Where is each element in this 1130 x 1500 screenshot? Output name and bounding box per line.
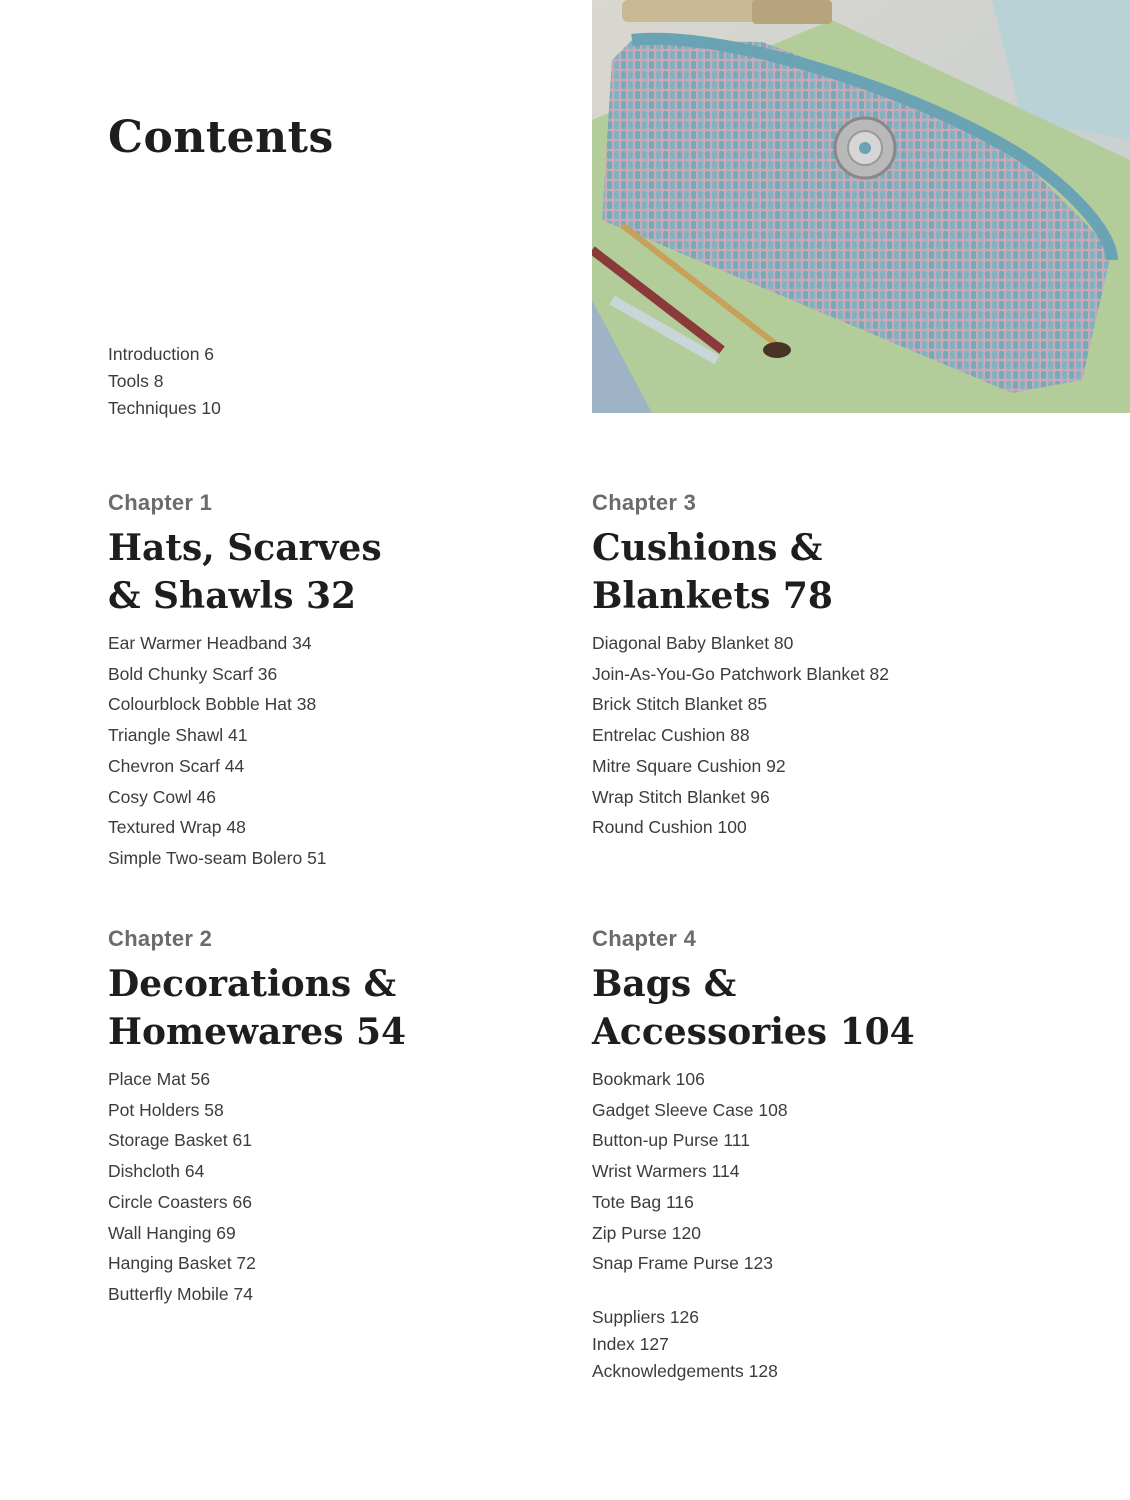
list-item: Storage Basket 61 [108, 1130, 252, 1151]
chapter-title-line: Bags & [592, 963, 737, 1005]
chapter-label: Chapter 4 [592, 926, 697, 951]
list-item: Techniques 10 [108, 398, 221, 418]
list-item: Brick Stitch Blanket 85 [592, 694, 768, 715]
list-item: Bold Chunky Scarf 36 [108, 663, 278, 684]
list-item: Snap Frame Purse 123 [592, 1253, 773, 1274]
list-item: Colourblock Bobble Hat 38 [108, 694, 317, 715]
list-item: Diagonal Baby Blanket 80 [592, 633, 794, 653]
chapter-title-line: & Shawls 32 [108, 575, 357, 617]
list-item: Gadget Sleeve Case 108 [592, 1099, 788, 1120]
list-item: Textured Wrap 48 [108, 817, 246, 838]
list-item: Wrist Warmers 114 [592, 1161, 740, 1182]
list-item: Button-up Purse 111 [592, 1130, 750, 1151]
chapter-title-line: Hats, Scarves [108, 527, 382, 569]
chapter-label: Chapter 1 [108, 490, 213, 515]
list-item: Acknowledgements 128 [592, 1361, 778, 1381]
chapter-item-list [108, 1064, 588, 1310]
chapter-title-line: Blankets 78 [592, 575, 833, 617]
chapter-title [108, 524, 588, 620]
list-item: Tools 8 [108, 371, 164, 391]
chapter-3 [592, 490, 1072, 843]
chapter-label: Chapter 3 [592, 490, 697, 515]
list-item: Round Cushion 100 [592, 817, 747, 838]
list-item: Hanging Basket 72 [108, 1253, 256, 1274]
list-item: Mitre Square Cushion 92 [592, 755, 786, 776]
page-title: Contents [108, 112, 334, 163]
chapter-item-list [108, 628, 588, 874]
chapter-title-line: Homewares 54 [108, 1011, 407, 1053]
list-item: Dishcloth 64 [108, 1161, 205, 1182]
chapter-title [592, 960, 1072, 1056]
list-item: Wrap Stitch Blanket 96 [592, 786, 770, 807]
list-item: Triangle Shawl 41 [108, 725, 248, 746]
chapter-4 [592, 926, 1072, 1279]
list-item: Butterfly Mobile 74 [108, 1283, 253, 1304]
chapter-title-line: Cushions & [592, 527, 823, 569]
chapter-label: Chapter 2 [108, 926, 213, 951]
chapter-title-line: Accessories 104 [592, 1011, 915, 1053]
list-item: Wall Hanging 69 [108, 1222, 236, 1243]
chapter-2 [108, 926, 588, 1310]
list-item: Join-As-You-Go Patchwork Blanket 82 [592, 663, 890, 684]
list-item: Chevron Scarf 44 [108, 755, 245, 776]
list-item: Introduction 6 [108, 344, 215, 364]
intro-list [108, 341, 221, 422]
chapter-title-line: Decorations & [108, 963, 397, 1005]
list-item: Entrelac Cushion 88 [592, 725, 750, 746]
chapter-item-list [592, 628, 1072, 843]
crochet-purse-photo [592, 0, 1130, 413]
list-item: Index 127 [592, 1334, 669, 1354]
list-item: Place Mat 56 [108, 1069, 211, 1089]
list-item: Simple Two-seam Bolero 51 [108, 847, 327, 868]
chapter-1 [108, 490, 588, 874]
chapter-title [592, 524, 1072, 620]
list-item: Pot Holders 58 [108, 1099, 224, 1120]
list-item: Cosy Cowl 46 [108, 786, 216, 807]
list-item: Zip Purse 120 [592, 1222, 701, 1243]
chapter-item-list [592, 1064, 1072, 1279]
list-item: Tote Bag 116 [592, 1191, 694, 1212]
list-item: Bookmark 106 [592, 1069, 705, 1089]
list-item: Circle Coasters 66 [108, 1191, 252, 1212]
chapter-title [108, 960, 588, 1056]
list-item: Ear Warmer Headband 34 [108, 633, 312, 653]
back-matter-list [592, 1304, 778, 1385]
list-item: Suppliers 126 [592, 1307, 700, 1327]
